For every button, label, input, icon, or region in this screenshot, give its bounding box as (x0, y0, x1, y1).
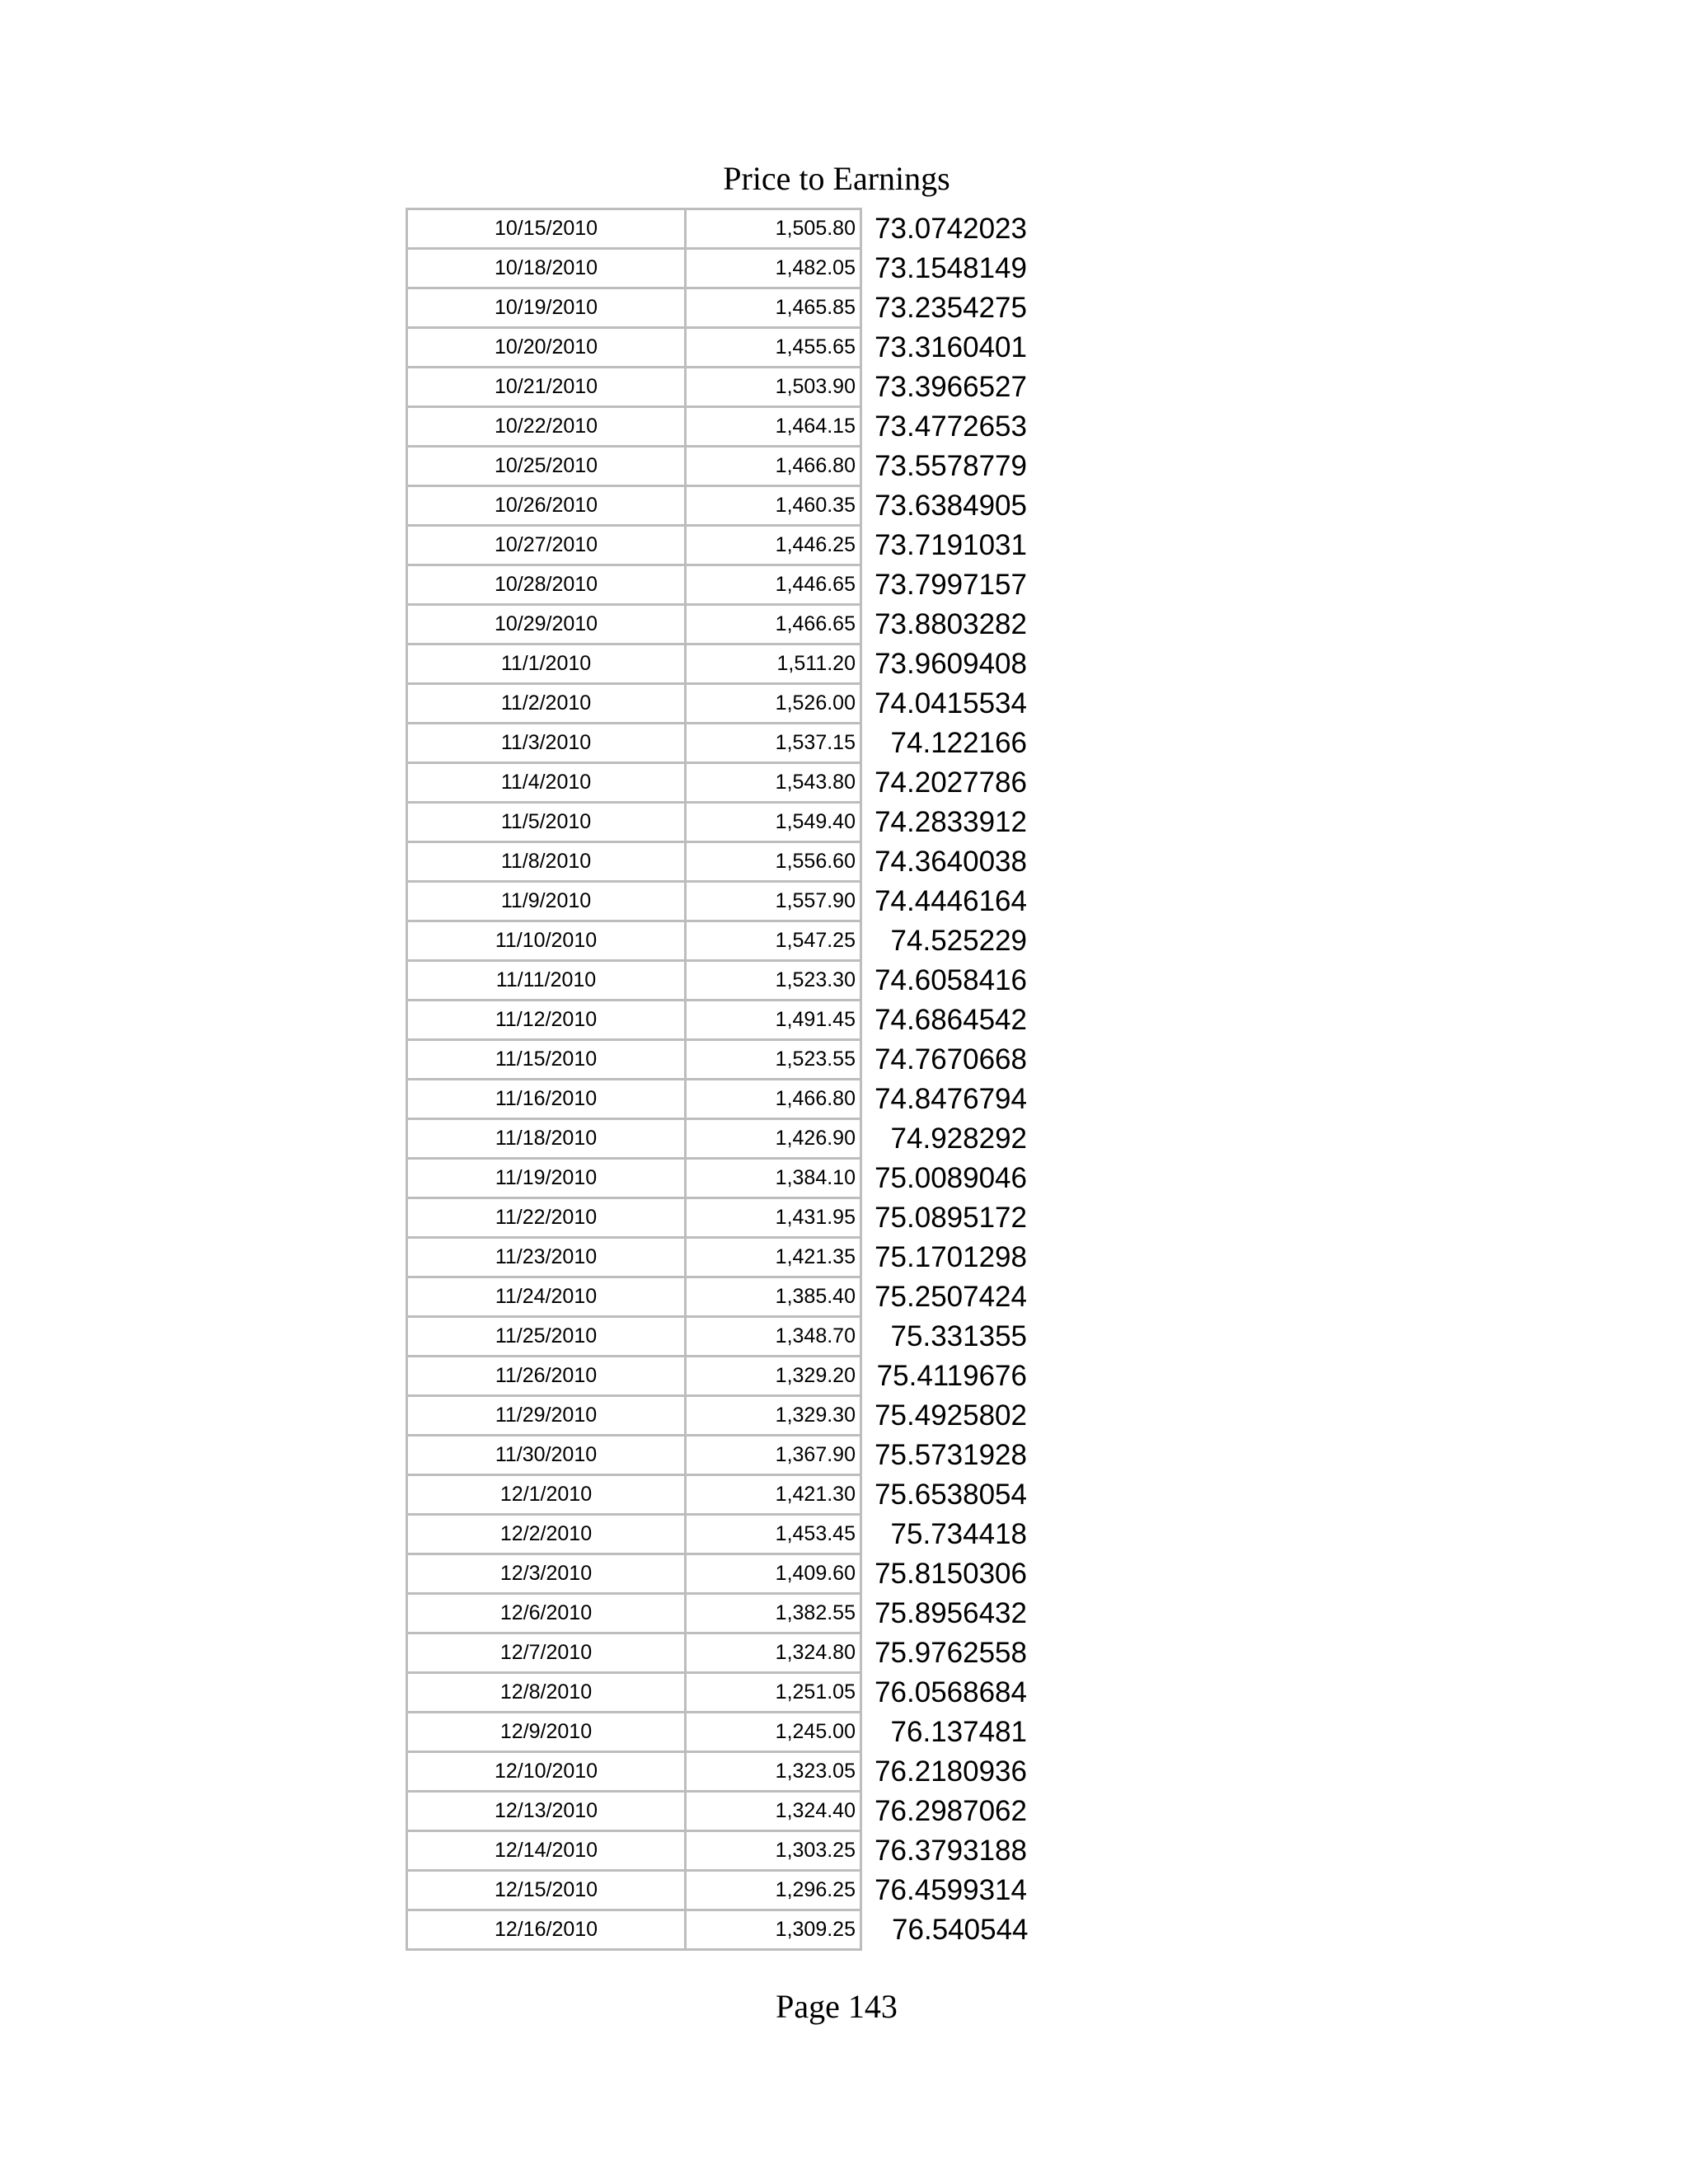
price-cell: 1,348.70 (686, 1317, 861, 1357)
price-cell: 1,503.90 (686, 368, 861, 407)
table-row (407, 328, 1029, 368)
pe-ratio-cell: 75.4925802 (874, 1399, 1027, 1432)
pe-ratio-cell: 73.2354275 (874, 291, 1027, 324)
date-cell: 10/25/2010 (407, 447, 686, 486)
table-row (407, 1159, 1029, 1198)
table-row (407, 961, 1029, 1001)
date-cell: 10/19/2010 (407, 288, 686, 328)
price-cell: 1,421.35 (686, 1238, 861, 1277)
table-row (407, 1633, 1029, 1673)
date-cell: 12/14/2010 (407, 1831, 686, 1871)
date-cell: 12/10/2010 (407, 1752, 686, 1792)
date-cell: 11/24/2010 (407, 1277, 686, 1317)
pe-ratio-cell: 75.0089046 (874, 1161, 1027, 1194)
table-row (407, 684, 1029, 724)
price-cell: 1,324.80 (686, 1633, 861, 1673)
table-row (407, 1001, 1029, 1040)
pe-ratio-cell: 75.8956432 (874, 1596, 1027, 1629)
pe-ratio-cell: 73.7997157 (874, 568, 1027, 601)
date-cell: 10/28/2010 (407, 565, 686, 605)
table-row (407, 1713, 1029, 1752)
table-row (407, 1752, 1029, 1792)
price-cell: 1,446.65 (686, 565, 861, 605)
price-cell: 1,491.45 (686, 1001, 861, 1040)
pe-ratio-cell: 74.6864542 (874, 1003, 1027, 1036)
table-body (407, 209, 1029, 1950)
price-cell: 1,543.80 (686, 763, 861, 803)
price-cell: 1,511.20 (686, 644, 861, 684)
date-cell: 11/8/2010 (407, 842, 686, 882)
table-row (407, 447, 1029, 486)
price-cell: 1,557.90 (686, 882, 861, 921)
price-cell: 1,426.90 (686, 1119, 861, 1159)
table-row (407, 1040, 1029, 1080)
date-cell: 11/18/2010 (407, 1119, 686, 1159)
price-cell: 1,556.60 (686, 842, 861, 882)
price-cell: 1,382.55 (686, 1594, 861, 1633)
price-cell: 1,465.85 (686, 288, 861, 328)
pe-ratio-cell: 74.2027786 (874, 766, 1027, 799)
price-cell: 1,547.25 (686, 921, 861, 961)
pe-ratio-cell: 76.0568684 (874, 1675, 1027, 1708)
table-row (407, 288, 1029, 328)
table-row (407, 1515, 1029, 1554)
pe-ratio-cell: 74.3640038 (874, 845, 1027, 878)
page-title: Price to Earnings (723, 160, 950, 197)
table-row (407, 1554, 1029, 1594)
price-cell: 1,523.30 (686, 961, 861, 1001)
price-cell: 1,460.35 (686, 486, 861, 526)
date-cell: 11/26/2010 (407, 1357, 686, 1396)
table-row (407, 1277, 1029, 1317)
price-cell: 1,329.30 (686, 1396, 861, 1436)
pe-ratio-cell: 75.8150306 (874, 1557, 1027, 1590)
table-row (407, 1910, 1029, 1950)
date-cell: 11/30/2010 (407, 1436, 686, 1475)
pe-ratio-cell: 76.540544 (892, 1913, 1029, 1946)
date-cell: 11/22/2010 (407, 1198, 686, 1238)
price-cell: 1,466.80 (686, 447, 861, 486)
pe-ratio-cell: 74.525229 (890, 924, 1027, 957)
date-cell: 11/3/2010 (407, 724, 686, 763)
pe-ratio-cell: 73.3160401 (874, 330, 1027, 363)
table-row (407, 565, 1029, 605)
price-cell: 1,296.25 (686, 1871, 861, 1910)
pe-ratio-cell: 75.0895172 (874, 1201, 1027, 1234)
pe-ratio-cell: 74.7670668 (874, 1043, 1027, 1076)
table-row (407, 1396, 1029, 1436)
pe-ratio-cell: 75.734418 (890, 1517, 1027, 1550)
pe-ratio-cell: 73.3966527 (874, 370, 1027, 403)
pe-ratio-cell: 73.5578779 (874, 449, 1027, 482)
date-cell: 11/1/2010 (407, 644, 686, 684)
date-cell: 12/2/2010 (407, 1515, 686, 1554)
date-cell: 12/7/2010 (407, 1633, 686, 1673)
date-cell: 12/9/2010 (407, 1713, 686, 1752)
date-cell: 10/22/2010 (407, 407, 686, 447)
date-cell: 11/10/2010 (407, 921, 686, 961)
pe-ratio-cell: 76.137481 (890, 1715, 1027, 1748)
date-cell: 12/16/2010 (407, 1910, 686, 1950)
pe-ratio-cell: 74.8476794 (874, 1082, 1027, 1115)
table-row (407, 1119, 1029, 1159)
pe-ratio-cell: 75.2507424 (874, 1280, 1027, 1313)
pe-ratio-cell: 74.122166 (890, 726, 1027, 759)
table-row (407, 1238, 1029, 1277)
price-cell: 1,446.25 (686, 526, 861, 565)
date-cell: 10/20/2010 (407, 328, 686, 368)
table-row (407, 209, 1029, 249)
table-row (407, 882, 1029, 921)
price-cell: 1,466.80 (686, 1080, 861, 1119)
date-cell: 11/9/2010 (407, 882, 686, 921)
table-row (407, 486, 1029, 526)
date-cell: 12/6/2010 (407, 1594, 686, 1633)
price-cell: 1,455.65 (686, 328, 861, 368)
table-row (407, 1317, 1029, 1357)
price-cell: 1,251.05 (686, 1673, 861, 1713)
pe-ratio-cell: 73.1548149 (874, 251, 1027, 284)
date-cell: 11/5/2010 (407, 803, 686, 842)
pe-ratio-cell: 76.4599314 (874, 1873, 1027, 1906)
pe-ratio-cell: 76.2987062 (874, 1794, 1027, 1827)
price-cell: 1,384.10 (686, 1159, 861, 1198)
table-row (407, 526, 1029, 565)
pe-ratio-cell: 75.6538054 (874, 1478, 1027, 1511)
date-cell: 10/27/2010 (407, 526, 686, 565)
table-row (407, 249, 1029, 288)
pe-ratio-cell: 74.6058416 (874, 963, 1027, 996)
table-row (407, 644, 1029, 684)
date-cell: 11/19/2010 (407, 1159, 686, 1198)
date-cell: 11/25/2010 (407, 1317, 686, 1357)
table-row (407, 921, 1029, 961)
pe-ratio-cell: 75.331355 (890, 1319, 1027, 1352)
price-cell: 1,324.40 (686, 1792, 861, 1831)
pe-ratio-cell: 75.4119676 (876, 1359, 1027, 1392)
price-cell: 1,466.65 (686, 605, 861, 644)
table-row (407, 1436, 1029, 1475)
price-cell: 1,303.25 (686, 1831, 861, 1871)
date-cell: 12/13/2010 (407, 1792, 686, 1831)
date-cell: 10/29/2010 (407, 605, 686, 644)
pe-ratio-cell: 74.928292 (890, 1122, 1027, 1155)
table-row (407, 605, 1029, 644)
pe-ratio-cell: 75.9762558 (874, 1636, 1027, 1669)
table-row (407, 1357, 1029, 1396)
table-row (407, 1871, 1029, 1910)
price-cell: 1,409.60 (686, 1554, 861, 1594)
date-cell: 12/8/2010 (407, 1673, 686, 1713)
table-row (407, 1198, 1029, 1238)
pe-ratio-cell: 73.8803282 (874, 607, 1027, 640)
pe-ratio-cell: 75.1701298 (874, 1240, 1027, 1273)
table-row (407, 763, 1029, 803)
pe-ratio-cell: 73.9609408 (874, 647, 1027, 680)
pe-ratio-cell: 73.4772653 (874, 410, 1027, 443)
table-row (407, 724, 1029, 763)
price-earnings-table (406, 208, 1029, 1951)
date-cell: 11/29/2010 (407, 1396, 686, 1436)
table-row (407, 1673, 1029, 1713)
price-cell: 1,523.55 (686, 1040, 861, 1080)
price-cell: 1,505.80 (686, 209, 861, 249)
pe-ratio-cell: 74.4446164 (874, 884, 1027, 917)
pe-ratio-cell: 76.3793188 (874, 1834, 1027, 1867)
date-cell: 11/2/2010 (407, 684, 686, 724)
table-row (407, 1080, 1029, 1119)
pe-ratio-cell: 73.6384905 (874, 489, 1027, 522)
date-cell: 10/18/2010 (407, 249, 686, 288)
table-row (407, 407, 1029, 447)
pe-ratio-cell: 74.0415534 (874, 687, 1027, 719)
price-cell: 1,323.05 (686, 1752, 861, 1792)
date-cell: 12/15/2010 (407, 1871, 686, 1910)
price-cell: 1,464.15 (686, 407, 861, 447)
date-cell: 11/23/2010 (407, 1238, 686, 1277)
price-cell: 1,537.15 (686, 724, 861, 763)
pe-ratio-cell: 75.5731928 (874, 1438, 1027, 1471)
table-row (407, 1831, 1029, 1871)
date-cell: 11/4/2010 (407, 763, 686, 803)
pe-ratio-cell: 76.2180936 (874, 1755, 1027, 1788)
table-row (407, 1475, 1029, 1515)
price-cell: 1,421.30 (686, 1475, 861, 1515)
price-cell: 1,385.40 (686, 1277, 861, 1317)
table-row (407, 1594, 1029, 1633)
price-cell: 1,526.00 (686, 684, 861, 724)
date-cell: 12/1/2010 (407, 1475, 686, 1515)
pe-ratio-cell: 73.7191031 (874, 528, 1027, 561)
table-row (407, 842, 1029, 882)
date-cell: 10/15/2010 (407, 209, 686, 249)
price-cell: 1,329.20 (686, 1357, 861, 1396)
price-cell: 1,549.40 (686, 803, 861, 842)
table-row (407, 1792, 1029, 1831)
price-cell: 1,367.90 (686, 1436, 861, 1475)
table-row (407, 803, 1029, 842)
pe-ratio-cell: 74.2833912 (874, 805, 1027, 838)
table-row (407, 368, 1029, 407)
price-cell: 1,482.05 (686, 249, 861, 288)
date-cell: 10/26/2010 (407, 486, 686, 526)
price-cell: 1,453.45 (686, 1515, 861, 1554)
pe-ratio-cell: 73.0742023 (874, 212, 1027, 245)
date-cell: 12/3/2010 (407, 1554, 686, 1594)
date-cell: 11/12/2010 (407, 1001, 686, 1040)
date-cell: 11/11/2010 (407, 961, 686, 1001)
price-cell: 1,431.95 (686, 1198, 861, 1238)
date-cell: 10/21/2010 (407, 368, 686, 407)
date-cell: 11/16/2010 (407, 1080, 686, 1119)
price-cell: 1,245.00 (686, 1713, 861, 1752)
date-cell: 11/15/2010 (407, 1040, 686, 1080)
page-number: Page 143 (776, 1988, 898, 2025)
price-cell: 1,309.25 (686, 1910, 861, 1950)
